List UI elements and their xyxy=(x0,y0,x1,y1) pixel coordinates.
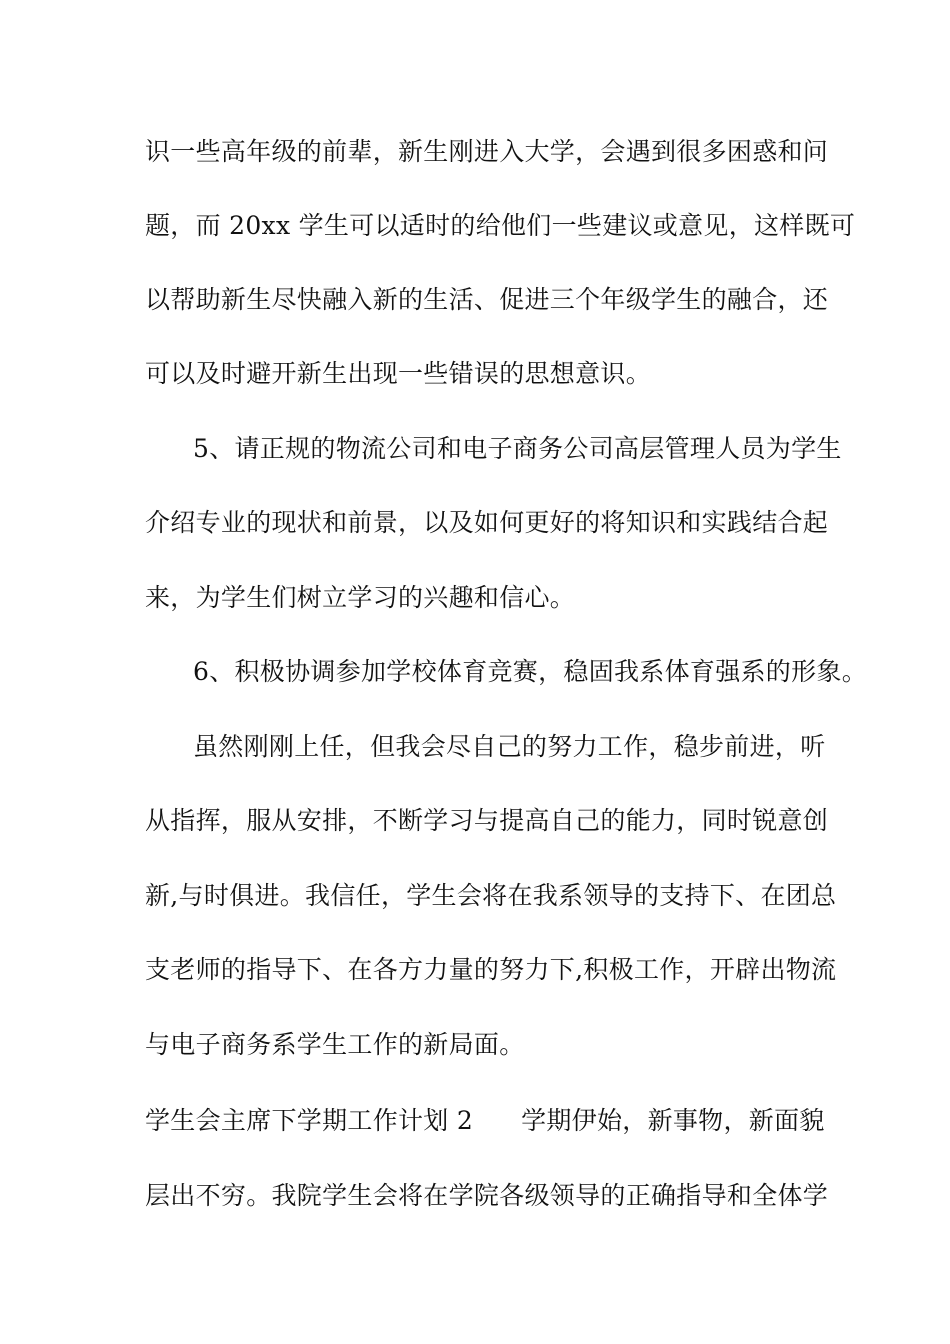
paragraph-line: 新,与时俱进。我信任，学生会将在我系领导的支持下、在团总 xyxy=(145,881,837,910)
paragraph-line: 来，为学生们树立学习的兴趣和信心。 xyxy=(145,583,576,612)
paragraph-line: 题，而 20xx 学生可以适时的给他们一些建议或意见，这样既可 xyxy=(145,211,856,240)
section-title: 学生会主席下学期工作计划 2 xyxy=(145,1106,474,1135)
paragraph-line: 虽然刚刚上任，但我会尽自己的努力工作，稳步前进，听 xyxy=(193,732,826,761)
paragraph-line: 与电子商务系学生工作的新局面。 xyxy=(145,1030,525,1059)
paragraph-line: 以帮助新生尽快融入新的生活、促进三个年级学生的融合，还 xyxy=(145,285,829,314)
paragraph-line: 识一些高年级的前辈，新生刚进入大学，会遇到很多困惑和问 xyxy=(145,137,829,166)
paragraph-line: 支老师的指导下、在各方力量的努力下,积极工作，开辟出物流 xyxy=(145,955,837,984)
paragraph-line: 6、积极协调参加学校体育竞赛，稳固我系体育强系的形象。 xyxy=(193,657,868,686)
paragraph-line: 5、请正规的物流公司和电子商务公司高层管理人员为学生 xyxy=(193,434,842,463)
paragraph-line: 介绍专业的现状和前景，以及如何更好的将知识和实践结合起 xyxy=(145,508,829,537)
section-start-text: 学期伊始，新事物，新面貌 xyxy=(521,1106,825,1135)
paragraph-line: 从指挥，服从安排，不断学习与提高自己的能力，同时锐意创 xyxy=(145,806,829,835)
paragraph-line: 可以及时避开新生出现一些错误的思想意识。 xyxy=(145,359,652,388)
paragraph-line: 层出不穷。我院学生会将在学院各级领导的正确指导和全体学 xyxy=(145,1181,829,1210)
section-line xyxy=(145,1101,835,1141)
